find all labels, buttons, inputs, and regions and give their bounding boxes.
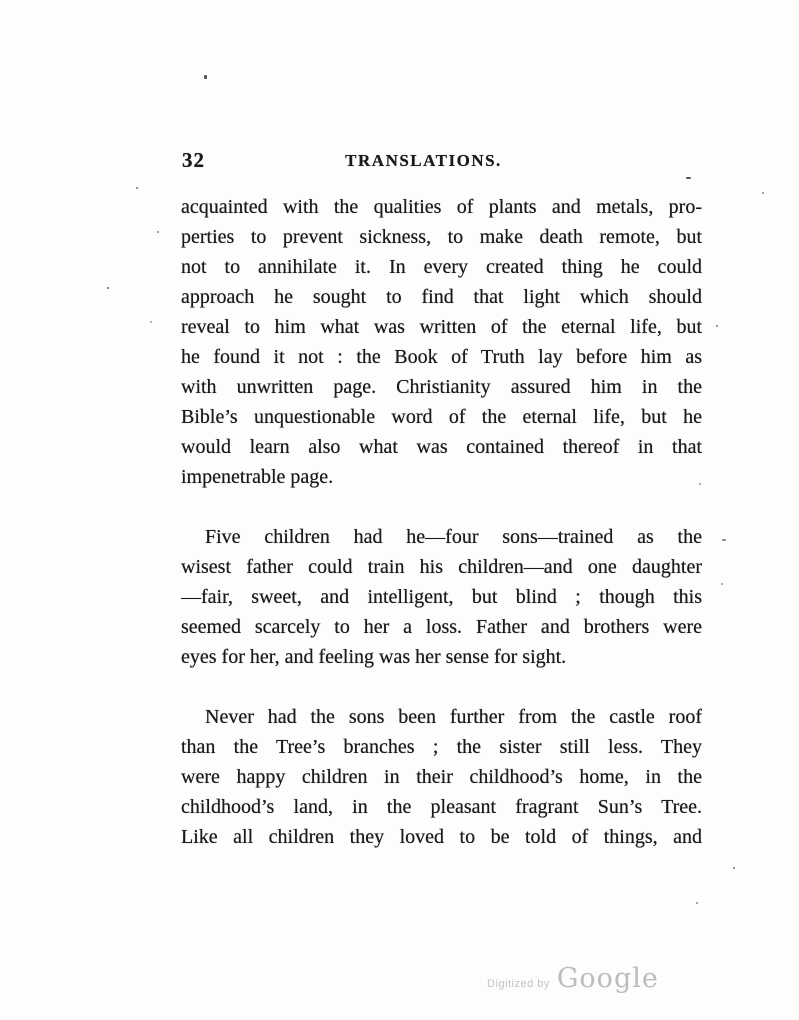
text-line: Never had the sons been further from the castle roof (205, 706, 702, 728)
page-title: TRANSLATIONS. (345, 151, 502, 170)
text-line: —fair, sweet, and intelligent, but blind ; though this (181, 586, 702, 608)
text-line: than the Tree’s branches ; the sister still less. They (181, 736, 702, 758)
body-text (181, 192, 702, 882)
scan-speck (686, 177, 691, 179)
paragraph (181, 192, 702, 492)
paragraph (181, 702, 702, 852)
text-line: were happy children in their childhood’s home, in the (181, 766, 702, 788)
text-line: eyes for her, and feeling was her sense for sight. (181, 646, 567, 668)
text-line: with unwritten page. Christianity assured him in the (181, 376, 702, 398)
watermark-prefix-label: Digitized by (487, 978, 550, 990)
text-line: wisest father could train his children—and one daughter (181, 556, 702, 578)
text-line: Bible’s unquestionable word of the eternal life, but he (181, 406, 702, 428)
text-line: perties to prevent sickness, to make death remote, but (181, 226, 702, 248)
text-line: approach he sought to find that light which should (181, 286, 702, 308)
scan-speck (157, 231, 159, 233)
text-line: not to annihilate it. In every created thing he could (181, 256, 702, 278)
text-line: he found it not : the Book of Truth lay before him as (181, 346, 702, 368)
scan-speck (762, 192, 764, 194)
page-number: 32 (182, 148, 205, 172)
text-line: childhood’s land, in the pleasant fragrant Sun’s Tree. (181, 796, 702, 818)
scan-speck (721, 583, 723, 585)
scan-speck (204, 75, 207, 79)
text-line: Like all children they loved to be told of things, and (181, 826, 702, 848)
text-line: acquainted with the qualities of plants and metals, pro- (181, 196, 702, 218)
scan-speck (150, 321, 152, 323)
running-head (181, 148, 702, 174)
scan-speck (699, 483, 701, 485)
scan-speck (722, 539, 726, 541)
digitized-by-google-watermark (487, 963, 659, 994)
text-line: impenetrable page. (181, 466, 334, 488)
scan-speck (696, 902, 698, 904)
google-logo: Google (556, 963, 659, 994)
text-line: seemed scarcely to her a loss. Father and brothers were (181, 616, 702, 638)
scan-speck (733, 867, 735, 869)
scan-speck (107, 287, 109, 289)
text-line: would learn also what was contained thereof in that (181, 436, 702, 458)
scan-speck (716, 325, 718, 327)
text-line: Five children had he—four sons—trained as the (205, 526, 702, 548)
scan-speck (136, 187, 138, 189)
paragraph (181, 522, 702, 672)
text-line: reveal to him what was written of the eternal life, but (181, 316, 702, 338)
